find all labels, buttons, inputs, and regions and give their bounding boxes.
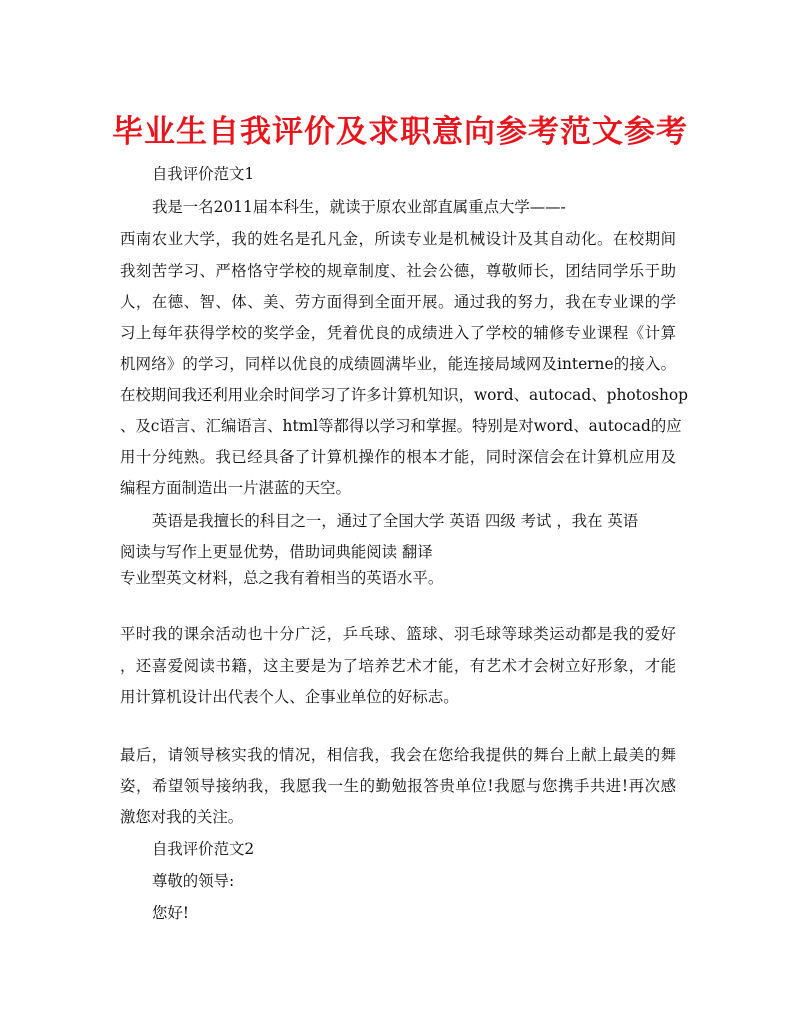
paragraph-line: 英语是我擅长的科目之一，通过了全国大学 英语 四级 考试 ，我在 英语 bbox=[152, 512, 639, 530]
paragraph-line: 用计算机设计出代表个人、企事业单位的好标志。 bbox=[120, 688, 459, 706]
paragraph-line: ，还喜爱阅读书籍，这主要是为了培养艺术才能，有艺术才会树立好形象，才能 bbox=[120, 657, 676, 675]
paragraph-line: 我刻苦学习、严格恪守学校的规章制度、社会公德，尊敬师长，团结同学乐于助 bbox=[120, 262, 676, 280]
paragraph-line: 在校期间我还利用业余时间学习了许多计算机知识，word、autocad、photoshop bbox=[120, 386, 689, 404]
document-title: 毕业生自我评价及求职意向参考范文参考 bbox=[112, 114, 688, 150]
paragraph-line: 阅读与写作上更显优势，借助词典能阅读 翻译 bbox=[120, 543, 433, 561]
paragraph-line: 用十分纯熟。我已经具备了计算机操作的根本才能，同时深信会在计算机应用及 bbox=[120, 448, 676, 466]
paragraph-line: 激您对我的关注。 bbox=[120, 808, 244, 826]
paragraph-line: 编程方面制造出一片湛蓝的天空。 bbox=[120, 479, 351, 497]
paragraph-line: 人，在德、智、体、美、劳方面得到全面开展。通过我的努力，我在专业课的学 bbox=[120, 293, 676, 311]
paragraph-line: 习上每年获得学校的奖学金，凭着优良的成绩进入了学校的辅修专业课程《计算 bbox=[120, 324, 676, 342]
paragraph-line: 我是一名2011届本科生，就读于原农业部直属重点大学——- bbox=[152, 198, 566, 216]
paragraph-line: 最后，请领导核实我的情况，相信我，我会在您给我提供的舞台上献上最美的舞 bbox=[120, 746, 676, 764]
paragraph-line: 专业型英文材料，总之我有着相当的英语水平。 bbox=[120, 569, 444, 587]
section-heading-1: 自我评价范文1 bbox=[152, 165, 255, 183]
salutation: 尊敬的领导: bbox=[152, 872, 235, 890]
paragraph-line: 姿，希望领导接纳我，我愿我一生的勤勉报答贵单位!我愿与您携手共进!再次感 bbox=[120, 777, 676, 795]
paragraph-line: 、及c语言、汇编语言、html等都得以学习和掌握。特别是对word、autocad的应 bbox=[120, 417, 682, 435]
section-heading-2: 自我评价范文2 bbox=[152, 840, 255, 858]
paragraph-line: 平时我的课余活动也十分广泛，乒乓球、篮球、羽毛球等球类运动都是我的爱好 bbox=[120, 625, 676, 643]
paragraph-line: 机网络》的学习，同样以优良的成绩圆满毕业，能连接局域网及interne的接入。 bbox=[120, 355, 676, 373]
paragraph-line: 西南农业大学，我的姓名是孔凡金，所读专业是机械设计及其自动化。在校期间 bbox=[120, 230, 676, 248]
greeting: 您好! bbox=[152, 904, 189, 922]
